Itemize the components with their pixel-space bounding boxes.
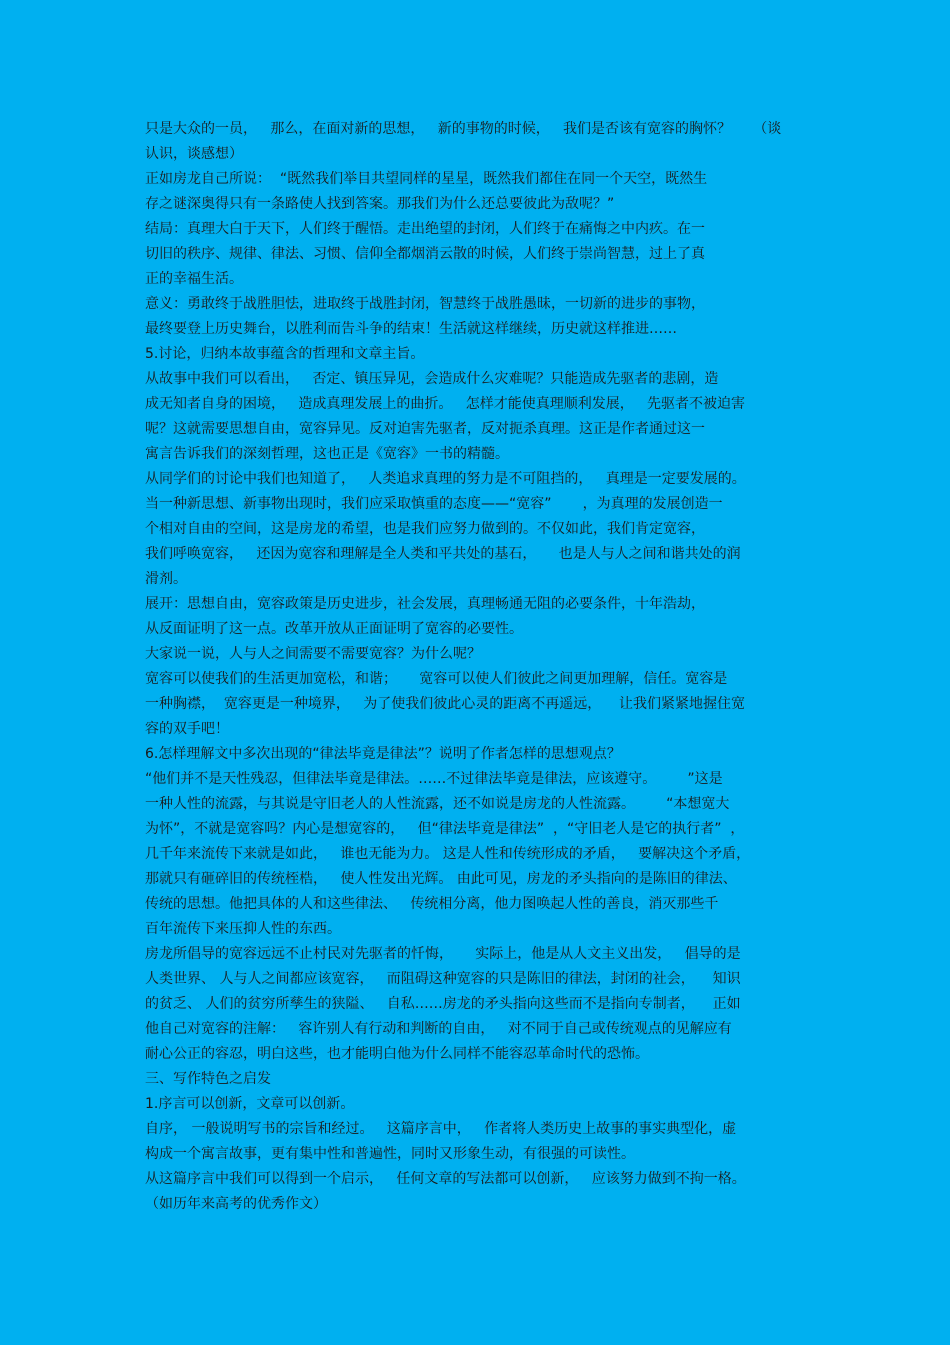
text-line: 呢？这就需要思想自由，宽容异见。反对迫害先驱者，反对扼杀真理。这正是作者通过这一 (145, 421, 705, 437)
section-heading: 5.讨论，归纳本故事蕴含的哲理和文章主旨。 (145, 346, 425, 362)
text-line: 只是大众的一员， 那么，在面对新的思想， 新的事物的时候， 我们是否该有宽容的胸怀？ （谈 (145, 121, 782, 137)
text-line: 百年流传下来压抑人性的东西。 (145, 921, 341, 937)
text-line: 构成一个寓言故事，更有集中性和普遍性，同时又形象生动，有很强的可读性。 (145, 1146, 635, 1162)
text-line: 大家说一说，人与人之间需要不需要宽容？为什么呢？ (145, 646, 481, 662)
text-line: 容的双手吧！ (145, 721, 229, 737)
text-line: 房龙所倡导的宽容远远不止村民对先驱者的忏悔， 实际上，他是从人文主义出发， 倡导的是 (145, 946, 741, 962)
text-line: 他自己对宽容的注解： 容许别人有行动和判断的自由， 对不同于自己或传统观点的见解应有 (145, 1021, 732, 1037)
text-line: 当一种新思想、新事物出现时，我们应采取慎重的态度——“宽容” ，为真理的发展创造一 (145, 496, 723, 512)
text-line: 传统的思想。他把具体的人和这些律法、 传统相分离，他力图唤起人性的善良，消灭那些千 (145, 896, 719, 912)
section-heading: 三、写作特色之启发 (145, 1071, 271, 1087)
text-line: 一种人性的流露，与其说是守旧老人的人性流露，还不如说是房龙的人性流露。 “本想宽大 (145, 796, 730, 812)
text-line: 耐心公正的容忍，明白这些，也才能明白他为什么同样不能容忍革命时代的恐怖。 (145, 1046, 649, 1062)
text-line: 展开：思想自由，宽容政策是历史进步，社会发展，真理畅通无阻的必要条件，十年浩劫， (145, 596, 705, 612)
text-line: 人类世界、 人与人之间都应该宽容， 而阻碍这种宽容的只是陈旧的律法，封闭的社会， 知识 (145, 971, 741, 987)
text-line: 那就只有砸碎旧的传统桎梏， 使人性发出光辉。 由此可见，房龙的矛头指向的是陈旧的律法、 (145, 871, 737, 887)
text-line: 从反面证明了这一点。改革开放从正面证明了宽容的必要性。 (145, 621, 523, 637)
text-line: 个相对自由的空间，这是房龙的希望，也是我们应努力做到的。不仅如此，我们肯定宽容， (145, 521, 705, 537)
text-line: 宽容可以使我们的生活更加宽松，和谐； 宽容可以使人们彼此之间更加理解，信任。宽容是 (145, 671, 728, 687)
text-line: 正的幸福生活。 (145, 271, 243, 287)
text-line: 从这篇序言中我们可以得到一个启示， 任何文章的写法都可以创新， 应该努力做到不拘一格。 (145, 1171, 746, 1187)
text-line: 几千年来流传下来就是如此， 谁也无能为力。 这是人性和传统形成的矛盾， 要解决这个矛盾， (145, 846, 751, 862)
text-line: 成无知者自身的困境， 造成真理发展上的曲折。 怎样才能使真理顺利发展， 先驱者不被迫害 (145, 396, 746, 412)
text-line: 结局：真理大白于天下，人们终于醒悟。走出绝望的封闭，人们终于在痛悔之中内疚。在一 (145, 221, 705, 237)
text-line: 存之谜深奥得只有一条路使人找到答案。那我们为什么还总要彼此为敌呢？” (145, 196, 615, 212)
text-line: 意义：勇敢终于战胜胆怯，进取终于战胜封闭，智慧终于战胜愚昧，一切新的进步的事物， (145, 296, 705, 312)
text-line: “他们并不是天性残忍，但律法毕竟是律法。……不过律法毕竟是律法，应该遵守。 ”这是 (145, 771, 723, 787)
text-line: 从同学们的讨论中我们也知道了， 人类追求真理的努力是不可阻挡的， 真理是一定要发展的。 (145, 471, 746, 487)
text-line: 一种胸襟， 宽容更是一种境界， 为了使我们彼此心灵的距离不再遥远， 让我们紧紧地握住宽 (145, 696, 746, 712)
text-line: 正如房龙自己所说： “既然我们举目共望同样的星星，既然我们都住在同一个天空，既然生 (145, 171, 708, 187)
text-line: 我们呼唤宽容， 还因为宽容和理解是全人类和平共处的基石， 也是人与人之间和谐共处的润 (145, 546, 741, 562)
section-heading: 1.序言可以创新，文章可以创新。 (145, 1096, 355, 1112)
text-line: 滑剂。 (145, 571, 187, 587)
document-body (145, 117, 810, 1217)
text-line: （如历年来高考的优秀作文） (145, 1196, 327, 1212)
text-line: 切旧的秩序、规律、律法、习惯、信仰全都烟消云散的时候，人们终于崇尚智慧，过上了真 (145, 246, 705, 262)
section-heading: 6.怎样理解文中多次出现的“律法毕竟是律法”？说明了作者怎样的思想观点？ (145, 746, 621, 762)
text-line: 自序， 一般说明写书的宗旨和经过。 这篇序言中， 作者将人类历史上故事的事实典型化，虚 (145, 1121, 737, 1137)
text-line: 最终要登上历史舞台，以胜利而告斗争的结束！生活就这样继续，历史就这样推进…… (145, 321, 677, 337)
text-line: 寓言告诉我们的深刻哲理，这也正是《宽容》一书的精髓。 (145, 446, 509, 462)
text-line: 的贫乏、 人们的贫穷所孳生的狭隘、 自私……房龙的矛头指向这些而不是指向专制者， 正如 (145, 996, 741, 1012)
text-line: 为怀”，不就是宽容吗？内心是想宽容的， 但“律法毕竟是律法” ，“守旧老人是它的执行者” ， (145, 821, 745, 837)
text-line: 从故事中我们可以看出， 否定、镇压异见，会造成什么灾难呢？只能造成先驱者的悲剧，造 (145, 371, 719, 387)
text-line: 认识，谈感想） (145, 146, 243, 162)
